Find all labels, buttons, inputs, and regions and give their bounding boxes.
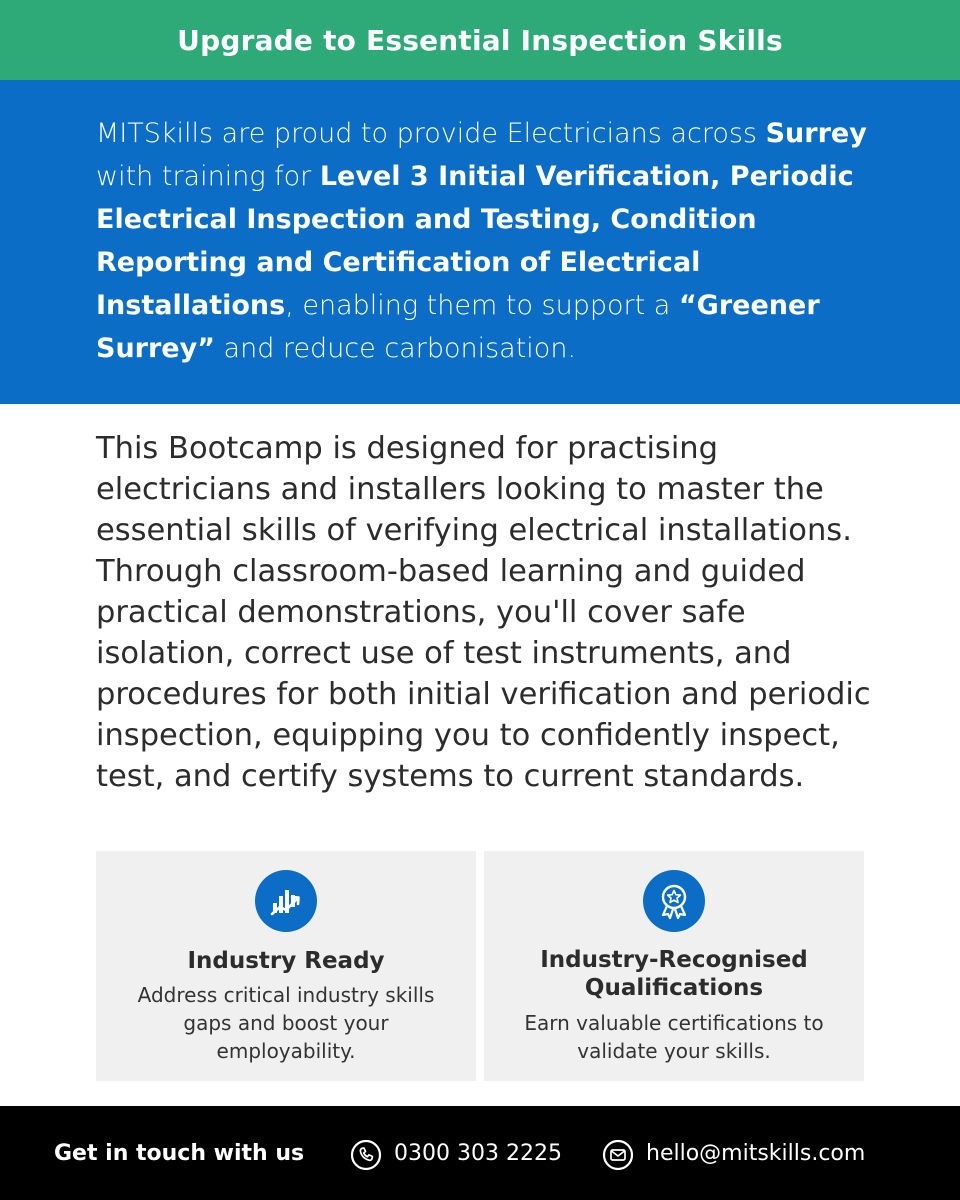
award-badge-icon [643,870,705,932]
top-banner [0,0,960,80]
contact-footer [0,1106,960,1200]
intro-segment: and reduce carbonisation. [214,333,577,364]
growth-chart-icon [255,870,317,932]
feature-description: Earn valuable certifications to validate your skills. [524,1011,824,1063]
intro-text [96,112,876,370]
feature-card-industry-ready [96,851,476,1081]
intro-highlight-slogan: “Greener Surrey” [96,290,820,364]
intro-highlight-course: Level 3 Initial Verification, Periodic Electrical Inspection and Testing, Condition Reporting and Certification of Electrical Installations [96,161,854,321]
email-address[interactable]: hello@mitskills.com [646,1141,866,1166]
email-icon [602,1139,634,1171]
intro-section [0,80,960,404]
phone-icon [350,1139,382,1171]
banner-title: Upgrade to Essential Inspection Skills [177,23,783,57]
contact-heading: Get in touch with us [54,1141,305,1166]
intro-highlight-location: Surrey [765,118,867,149]
intro-segment: , enabling them to support a [285,290,679,321]
course-description: This Bootcamp is designed for practising electricians and installers looking to master the essential skills of verifying electrical installations. Through classroom-based learning and guided practical demonstrations, you'll cover safe isolation, correct use of test instruments, and procedures for both initial verification and periodic inspection, equipping you to confidently inspect, test, and certify systems to current standards. [96,431,871,794]
intro-segment: with training for [96,161,320,192]
intro-segment: MITSkills are proud to provide Electricians across [96,118,766,149]
phone-number[interactable]: 0300 303 2225 [394,1141,562,1166]
feature-title: Industry-Recognised Qualifications [540,947,808,1001]
feature-card-qualifications [484,851,864,1081]
feature-title: Industry Ready [187,948,385,974]
feature-description: Address critical industry skills gaps and boost your employability. [137,983,435,1063]
